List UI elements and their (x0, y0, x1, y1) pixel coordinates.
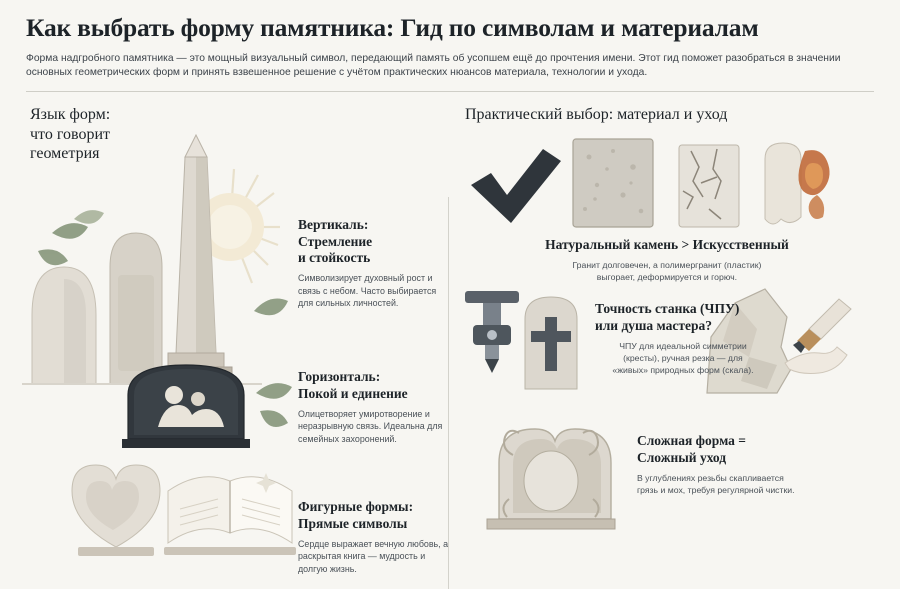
page-subtitle: Форма надгробного памятника — это мощный визуальный символ, передающий память об усопшем ещё до прочтения имени. Этот гид поможет разобраться в значении основных геометрических форм и принять взвешенное решение с учётом практических нюансов материала, технологии и ухода. (26, 52, 841, 79)
left-item-3-title-line-2: Прямые символы (298, 515, 408, 531)
left-item-2-text: Олицетворяет умиротворение и неразрывную связь. Идеальна для семейных захоронений. (298, 408, 443, 445)
right-item-2-title-line-1: Точность станка (ЧПУ) (594, 301, 740, 317)
page-title: Как выбрать форму памятника: Гид по символам и материалам (26, 13, 759, 42)
granite-vs-polymer-icon (465, 133, 865, 231)
column-divider (448, 197, 449, 589)
header (0, 0, 900, 81)
right-item-1-text-line-1: Гранит долговечен, а полимергранит (пластик) (572, 260, 762, 271)
right-item-1-text (467, 259, 867, 283)
heart-book-icon (60, 447, 300, 563)
left-item-1-title-line-2: Стремление (298, 233, 373, 249)
right-item-2-text-line-3: «живых» природных форм (скала). (612, 365, 754, 376)
right-item-3-title (637, 433, 849, 467)
right-item-2-text-line-1: ЧПУ для идеальной симметрии (619, 341, 747, 352)
left-item-2-title-line-1: Горизонталь: (298, 369, 381, 385)
right-item-1 (467, 237, 867, 283)
left-item-1-title-line-1: Вертикаль: (298, 217, 369, 233)
left-heading-line-1: Язык форм: (30, 106, 111, 124)
left-item-1-title-line-3: и стойкость (298, 249, 371, 265)
right-item-3 (637, 433, 849, 496)
right-item-2 (595, 301, 771, 376)
right-item-3-title-line-2: Сложный уход (636, 450, 727, 466)
carved-monument-icon (475, 407, 627, 531)
horizontal-stone-family-icon (118, 353, 300, 451)
left-item-3-title-line-1: Фигурные формы: (298, 499, 414, 515)
right-item-3-text-line-2: грязь и мох, требуя регулярной чистки. (636, 485, 795, 496)
obelisk-sun-icon (22, 115, 290, 385)
left-item-1-title (298, 217, 450, 266)
right-item-3-text (637, 472, 849, 496)
cnc-vs-hand-icon (455, 285, 595, 395)
left-item-1-text: Символизирует духовный рост и связь с небом. Часто выбирается для сильных личностей. (298, 272, 437, 309)
left-heading-line-2: что говорит (30, 125, 110, 143)
left-item-2-title (298, 369, 450, 401)
right-item-2-text-line-2: (кресты), ручная резка — для (623, 353, 743, 364)
left-heading-line-3: геометрия (30, 145, 100, 163)
left-item-3 (298, 499, 450, 575)
left-item-2-title-line-2: Покой и единение (298, 385, 408, 401)
right-item-2-text (595, 340, 771, 377)
left-item-1 (298, 217, 450, 309)
left-item-3-title (298, 499, 450, 531)
right-item-1-title: Натуральный камень > Искусственный (545, 237, 789, 253)
right-item-3-title-line-1: Сложная форма = (636, 433, 747, 449)
right-column-heading: Практический выбор: материал и уход (464, 106, 728, 124)
right-item-3-text-line-1: В углублениях резьбы скапливается (636, 473, 784, 484)
left-item-2 (298, 369, 450, 445)
header-divider (26, 91, 874, 92)
right-item-1-text-line-2: выгорает, деформируется и горюч. (596, 272, 738, 283)
right-item-2-title-line-2: или душа мастера? (594, 318, 713, 334)
left-item-3-text: Сердце выражает вечную любовь, а раскрытая книга — мудрость и долгую жизнь. (298, 538, 449, 575)
right-item-2-title (595, 301, 771, 335)
